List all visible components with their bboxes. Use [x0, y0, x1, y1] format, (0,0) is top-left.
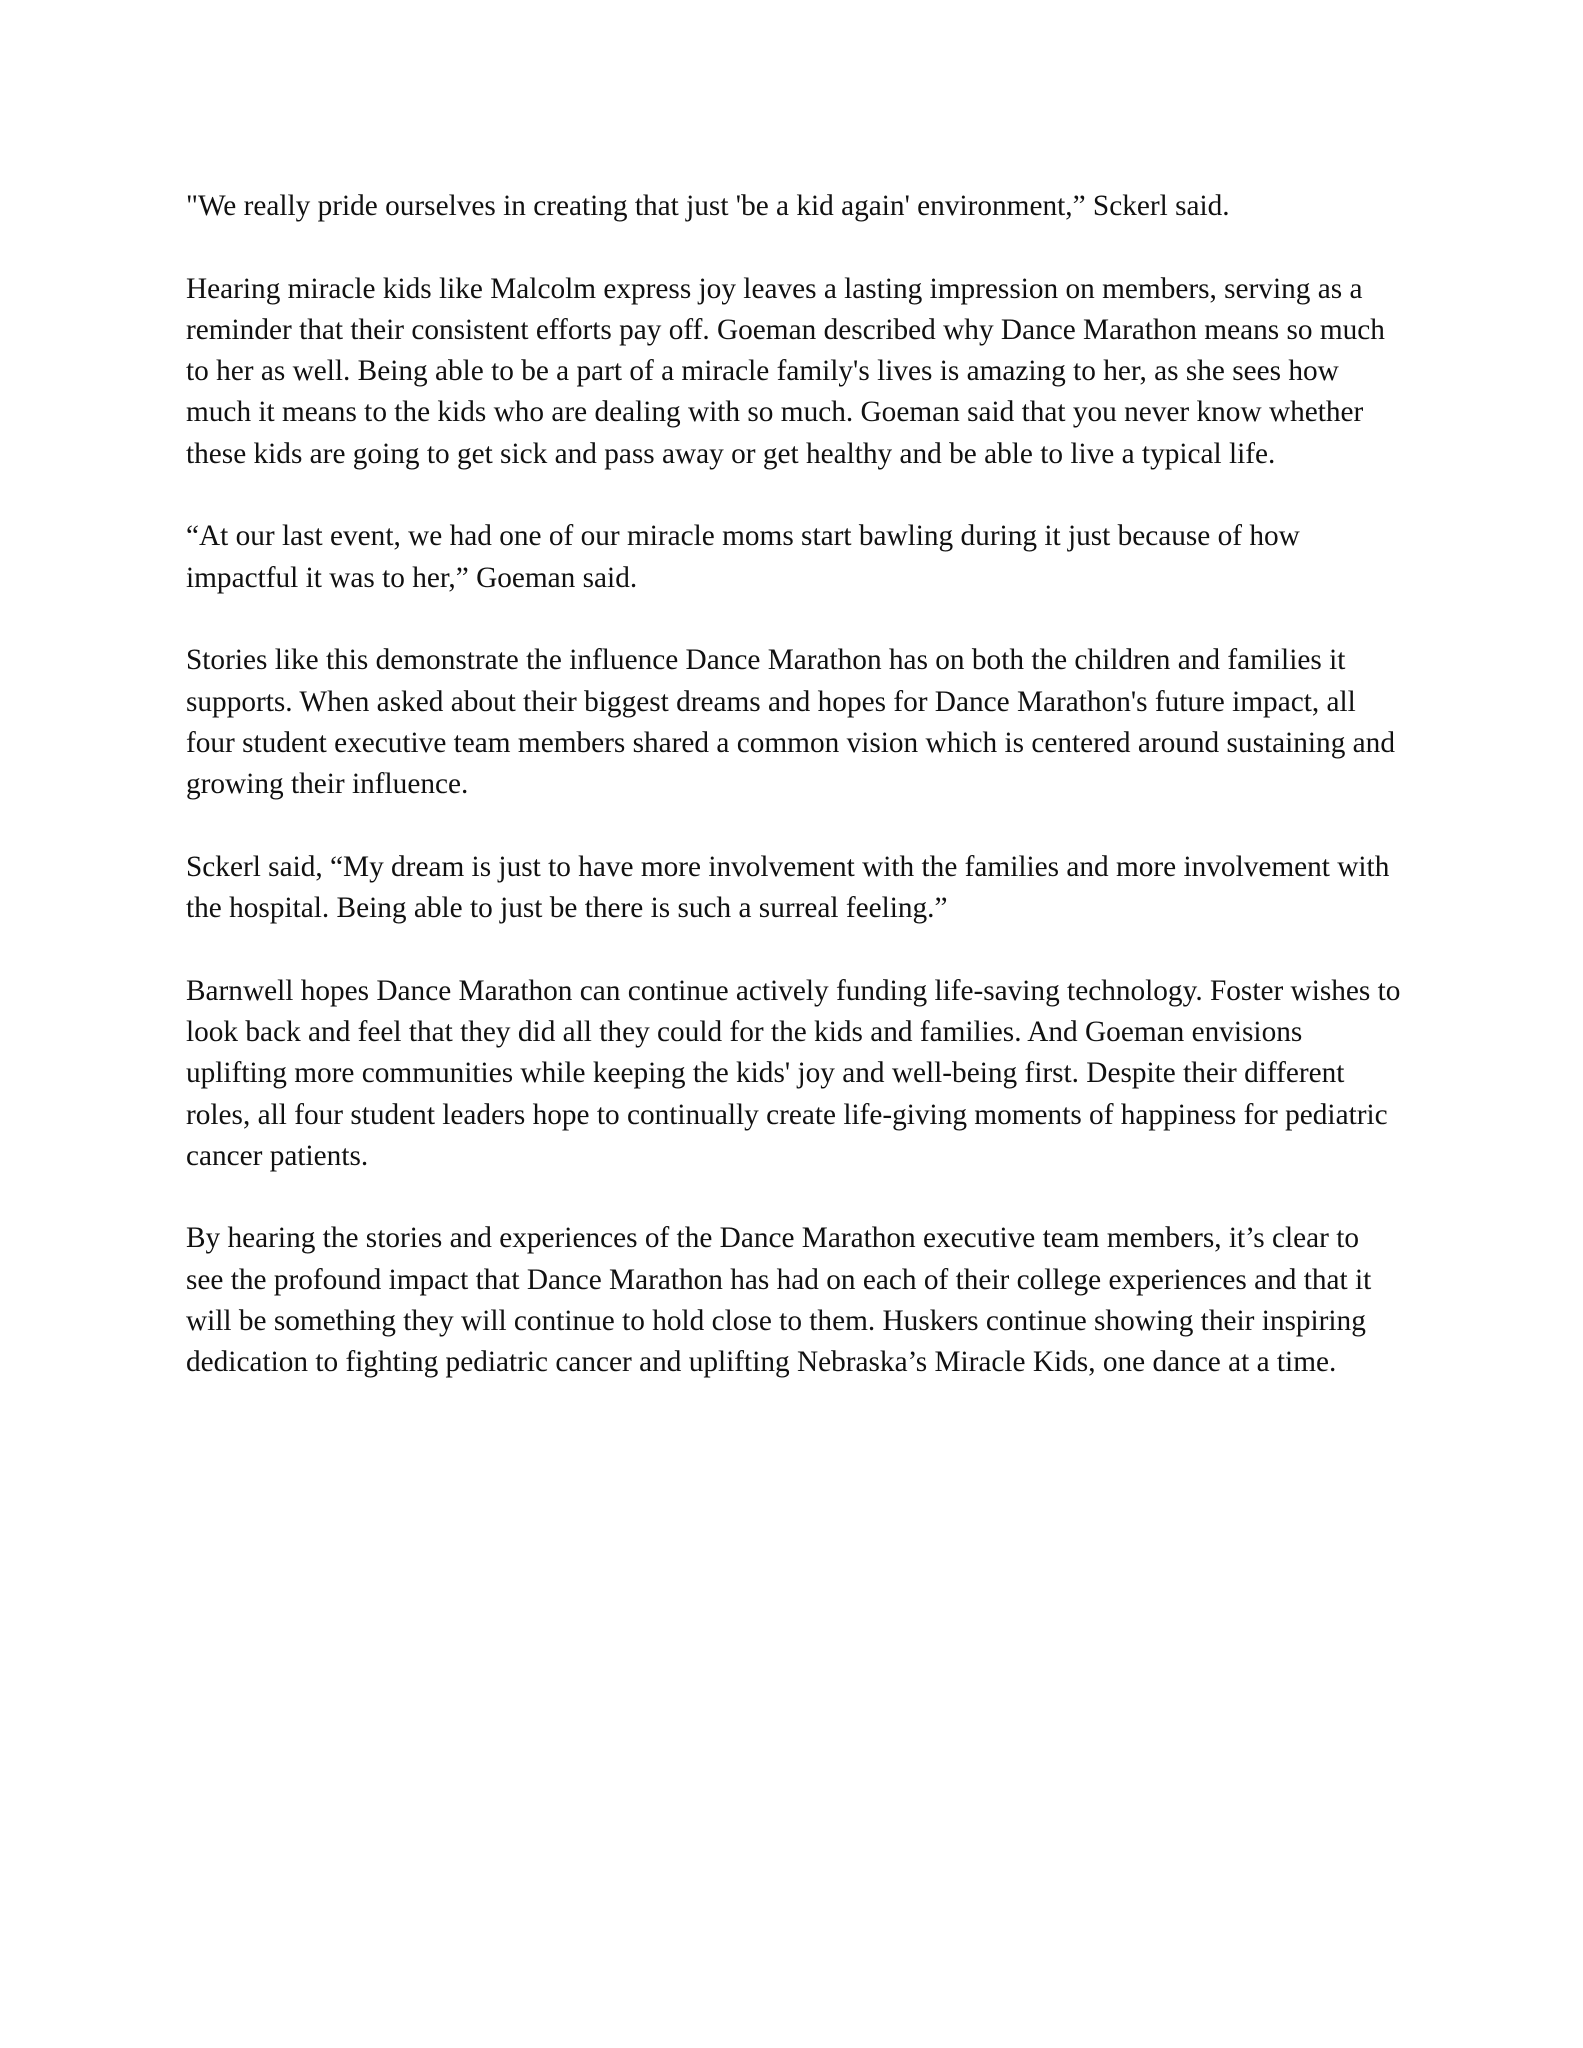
paragraph-sckerl-dream: Sckerl said, “My dream is just to have more involvement with the families and more involvement with the hospital. Being able to just be there is such a surreal feeling.”	[186, 850, 1390, 925]
paragraph-goeman-quote: “At our last event, we had one of our miracle moms start bawling during it just because of how impactful it was to her,” Goeman said.	[186, 520, 1300, 594]
paragraph-influence: Stories like this demonstrate the influence Dance Marathon has on both the children and families it supports. When asked about their biggest dreams and hopes for Dance Marathon's future impact, all four student executive team members shared a common vision which is centered around sustaining and growing their influence.	[186, 644, 1395, 801]
paragraph-sckerl-quote: "We really pride ourselves in creating that just 'be a kid again' environment,” Sckerl said.	[186, 190, 1230, 222]
paragraph-miracle-kids: Hearing miracle kids like Malcolm express joy leaves a lasting impression on members, serving as a reminder that their consistent efforts pay off. Goeman described why Dance Marathon means so much to her as well. Being able to be a part of a miracle family's lives is amazing to her, as she sees how much it means to the kids who are dealing with so much. Goeman said that you never know whether these kids are going to get sick and pass away or get healthy and be able to live a typical life.	[186, 272, 1385, 470]
document-body	[186, 186, 1401, 1425]
paragraph-team-hopes: Barnwell hopes Dance Marathon can continue actively funding life-saving technology. Foster wishes to look back and feel that they did all they could for the kids and families. And Goeman envisions uplifting more communities while keeping the kids' joy and well-being first. Despite their different roles, all four student leaders hope to continually create life-giving moments of happiness for pediatric cancer patients.	[186, 974, 1401, 1172]
paragraph-conclusion: By hearing the stories and experiences of the Dance Marathon executive team members, it’s clear to see the profound impact that Dance Marathon has had on each of their college experiences and that it will be something they will continue to hold close to them. Huskers continue showing their inspiring dedication to fighting pediatric cancer and uplifting Nebraska’s Miracle Kids, one dance at a time.	[186, 1222, 1372, 1379]
